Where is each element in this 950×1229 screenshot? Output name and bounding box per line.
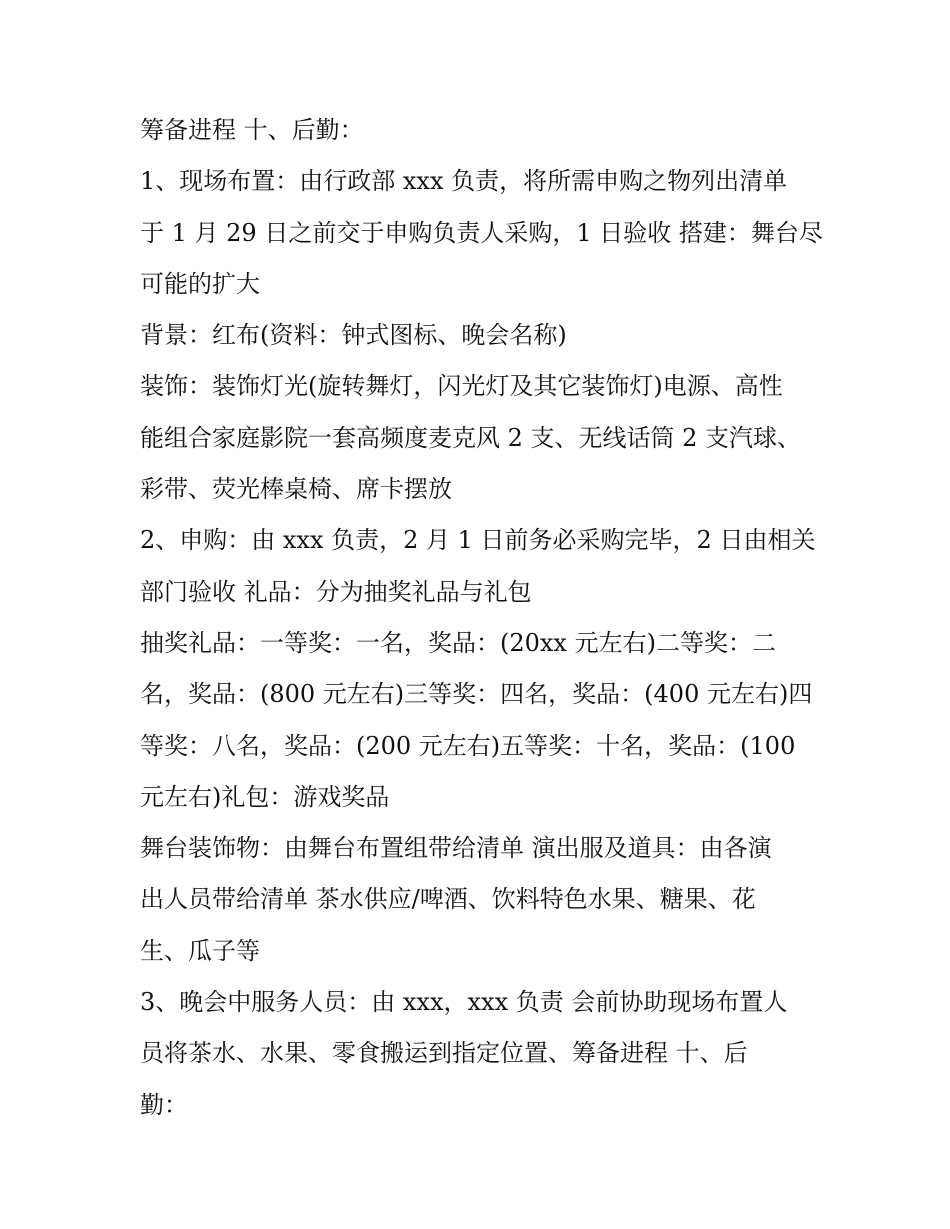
text-line: 于 1 月 29 日之前交于申购负责人采购，1 日验收 搭建：舞台尽	[140, 218, 823, 247]
text-line: 能组合家庭影院一套高频度麦克风 2 支、无线话筒 2 支汽球、	[140, 423, 802, 452]
text-line: 抽奖礼品：一等奖：一名，奖品：(20xx 元左右)二等奖：二	[140, 628, 776, 657]
text-line: 2、申购：由 xxx 负责，2 月 1 日前务必采购完毕，2 日由相关	[140, 526, 816, 555]
document-page	[140, 105, 823, 1131]
text-line: 彩带、荧光棒桌椅、席卡摆放	[140, 475, 452, 504]
text-line: 员将茶水、水果、零食搬运到指定位置、筹备进程 十、后	[140, 1039, 748, 1068]
text-line: 3、晚会中服务人员：由 xxx，xxx 负责 会前协助现场布置人	[140, 988, 788, 1017]
text-line: 等奖：八名，奖品：(200 元左右)五等奖：十名，奖品：(100	[140, 731, 796, 760]
text-line: 可能的扩大	[140, 269, 260, 298]
text-line: 名，奖品：(800 元左右)三等奖：四名，奖品：(400 元左右)四	[140, 680, 813, 709]
text-line: 生、瓜子等	[140, 936, 260, 965]
text-line: 舞台装饰物：由舞台布置组带给清单 演出服及道具：由各演	[140, 834, 772, 863]
text-line: 背景：红布(资料：钟式图标、晚会名称)	[140, 321, 567, 350]
text-line: 元左右)礼包：游戏奖品	[140, 782, 390, 811]
text-line: 装饰：装饰灯光(旋转舞灯，闪光灯及其它装饰灯)电源、高性	[140, 372, 783, 401]
text-line: 1、现场布置：由行政部 xxx 负责，将所需申购之物列出清单	[140, 167, 788, 196]
text-line: 部门验收 礼品：分为抽奖礼品与礼包	[140, 577, 532, 606]
section-heading: 筹备进程 十、后勤：	[140, 116, 364, 144]
text-line: 出人员带给清单 茶水供应/啤酒、饮料特色水果、糖果、花	[140, 885, 756, 914]
text-line: 勤：	[140, 1090, 188, 1119]
